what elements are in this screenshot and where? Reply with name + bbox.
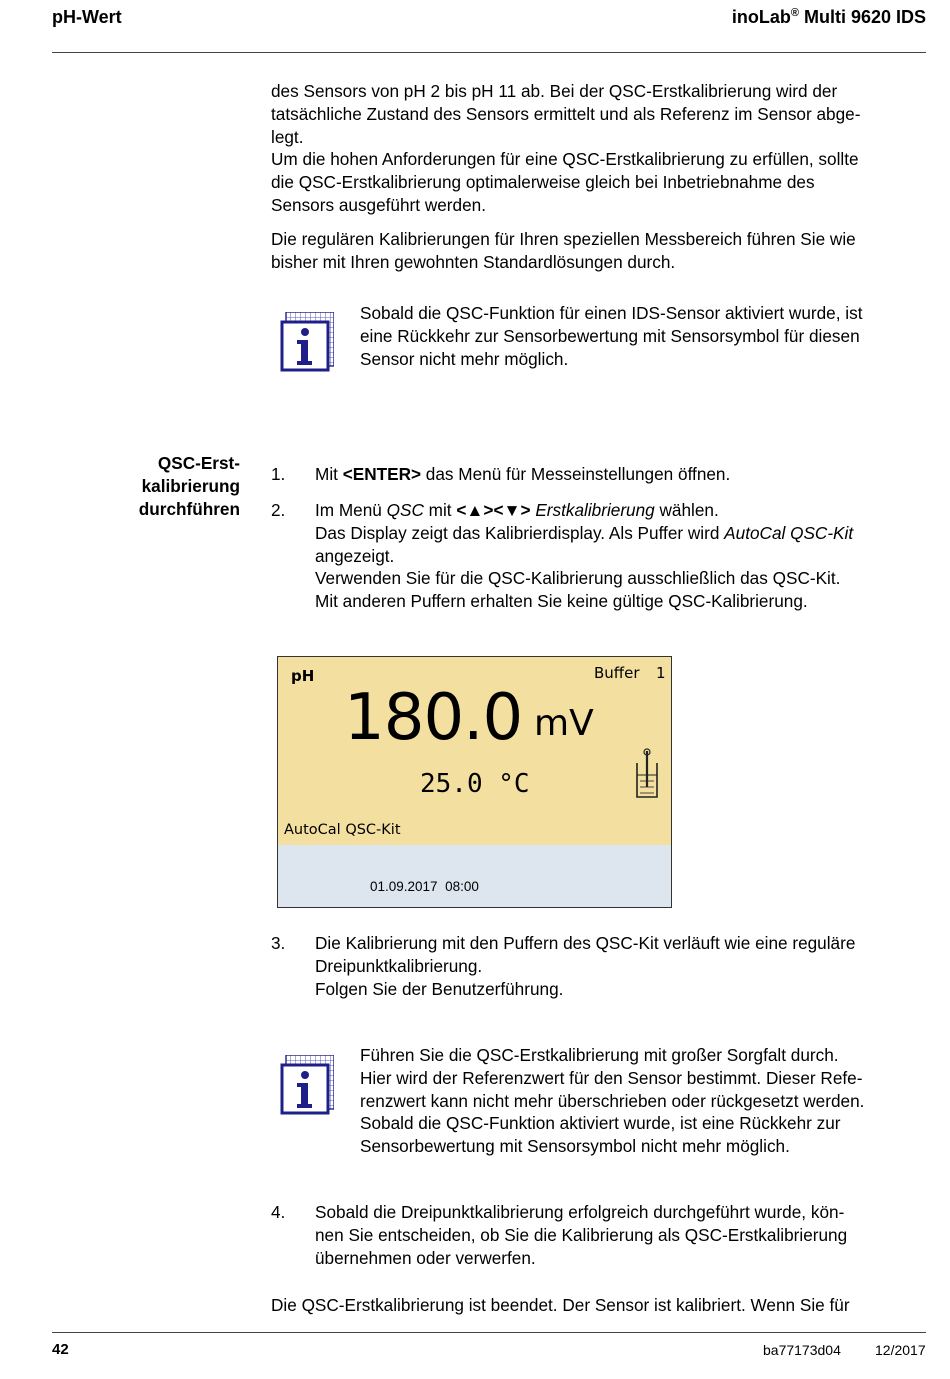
arrow-keys: <▲><▼>	[456, 500, 531, 520]
display-datetime: 01.09.2017 08:00	[370, 879, 479, 894]
display-value: 180.0	[344, 681, 523, 755]
info-icon	[280, 312, 334, 372]
text-line: tatsächliche Zustand des Sensors ermittelt und als Referenz im Sensor abge-	[271, 103, 861, 124]
section-side-heading	[100, 452, 240, 520]
text-line: Die Kalibrierung mit den Puffern des QSC-Kit verläuft wie eine reguläre	[315, 933, 856, 953]
text-line: Sobald die QSC-Funktion für einen IDS-Sensor aktiviert wurde, ist	[360, 303, 863, 323]
step-number-3: 3.	[271, 933, 286, 953]
info-icon	[280, 1055, 334, 1115]
text-line: legt.	[271, 126, 304, 147]
text-line: Folgen Sie der Benutzerführung.	[315, 978, 564, 999]
closing-paragraph: Die QSC-Erstkalibrierung ist beendet. Der Sensor ist kalibriert. Wenn Sie für	[271, 1295, 850, 1315]
step-number-2: 2.	[271, 500, 286, 520]
document-id: ba77173d04	[763, 1342, 841, 1358]
text-line: Sobald die Dreipunktkalibrierung erfolgreich durchgeführt wurde, kön-	[315, 1202, 845, 1222]
brand-name: inoLab	[731, 7, 791, 27]
display-buffer-name: AutoCal QSC-Kit	[284, 822, 401, 838]
text-run: Das Display zeigt das Kalibrierdisplay. Als Puffer wird	[315, 522, 725, 543]
text-line: Mit anderen Puffern erhalten Sie keine gültige QSC-Kalibrierung.	[315, 591, 808, 612]
display-unit: mV	[534, 703, 594, 744]
step-3-text	[315, 932, 935, 1000]
text-line: Hier wird der Referenzwert für den Sensor bestimmt. Dieser Refe-	[360, 1067, 863, 1088]
display-footer	[278, 845, 671, 907]
running-header-right	[732, 7, 926, 28]
step-4-text	[315, 1201, 935, 1269]
menu-name: QSC	[386, 500, 424, 520]
running-header-left: pH-Wert	[52, 7, 122, 27]
text-line: Um die hohen Anforderungen für eine QSC-Erstkalibrierung zu erfüllen, sollte	[271, 149, 859, 170]
text-run: das Menü für Messeinstellungen öffnen.	[421, 464, 731, 484]
step-2-text	[315, 499, 935, 613]
text-line: die QSC-Erstkalibrierung optimalerweise gleich bei Inbetriebnahme des	[271, 172, 815, 193]
key-enter: <ENTER>	[342, 464, 422, 484]
display-mode: pH	[291, 667, 315, 685]
heading-line: QSC-Erst-	[157, 453, 240, 473]
buffer-name: AutoCal QSC-Kit	[724, 522, 854, 543]
menu-item: Erstkalibrierung	[535, 500, 655, 520]
text-line: Sensorbewertung mit Sensorsymbol nicht mehr möglich.	[360, 1136, 790, 1157]
page-number: 42	[52, 1341, 69, 1358]
text-run: wählen.	[654, 500, 719, 520]
text-run: mit	[423, 500, 457, 520]
text-line: Sensors ausgeführt werden.	[271, 194, 486, 215]
text-line: angezeigt.	[315, 545, 395, 566]
text-line: Die regulären Kalibrierungen für Ihren speziellen Messbereich führen Sie wie	[271, 229, 856, 249]
info-note-2	[360, 1044, 930, 1158]
step-number-1: 1.	[271, 464, 286, 484]
text-line: Sensor nicht mehr möglich.	[360, 348, 569, 369]
text-line	[315, 499, 935, 522]
footer-rule	[52, 1332, 926, 1333]
text-run: Mit	[315, 464, 343, 484]
meter-display	[277, 656, 672, 908]
text-line	[315, 522, 935, 545]
display-buffer-label: Buffer	[594, 664, 640, 682]
model-name: Multi 9620 IDS	[798, 7, 926, 27]
document-date: 12/2017	[875, 1342, 926, 1358]
info-note-1	[360, 302, 930, 370]
intro-paragraph-1	[271, 80, 931, 217]
text-line: Führen Sie die QSC-Erstkalibrierung mit großer Sorgfalt durch.	[360, 1045, 839, 1065]
heading-line: durchführen	[138, 498, 240, 519]
text-line: des Sensors von pH 2 bis pH 11 ab. Bei der QSC-Erstkalibrierung wird der	[271, 81, 838, 101]
text-line: Sobald die QSC-Funktion aktiviert wurde, ist eine Rückkehr zur	[360, 1113, 841, 1134]
step-number-4: 4.	[271, 1202, 286, 1222]
display-temperature: 25.0 °C	[420, 769, 530, 799]
intro-paragraph-2	[271, 228, 931, 274]
text-line: nen Sie entscheiden, ob Sie die Kalibrierung als QSC-Erstkalibrierung	[315, 1224, 848, 1245]
text-line: renzwert kann nicht mehr überschrieben oder rückgesetzt werden.	[360, 1090, 865, 1111]
text-line: übernehmen oder verwerfen.	[315, 1247, 536, 1268]
text-line: Verwenden Sie für die QSC-Kalibrierung ausschließlich das QSC-Kit.	[315, 568, 841, 589]
heading-line: kalibrierung	[141, 475, 240, 496]
text-run: Im Menü	[315, 500, 387, 520]
header-rule	[52, 52, 926, 53]
registered-mark: ®	[790, 7, 799, 19]
beaker-sensor-icon	[634, 747, 660, 799]
text-line: Dreipunktkalibrierung.	[315, 955, 483, 976]
text-line: eine Rückkehr zur Sensorbewertung mit Sensorsymbol für diesen	[360, 325, 860, 346]
step-1-text	[315, 463, 935, 486]
display-buffer-number: 1	[656, 664, 666, 682]
text-line: bisher mit Ihren gewohnten Standardlösungen durch.	[271, 251, 676, 272]
